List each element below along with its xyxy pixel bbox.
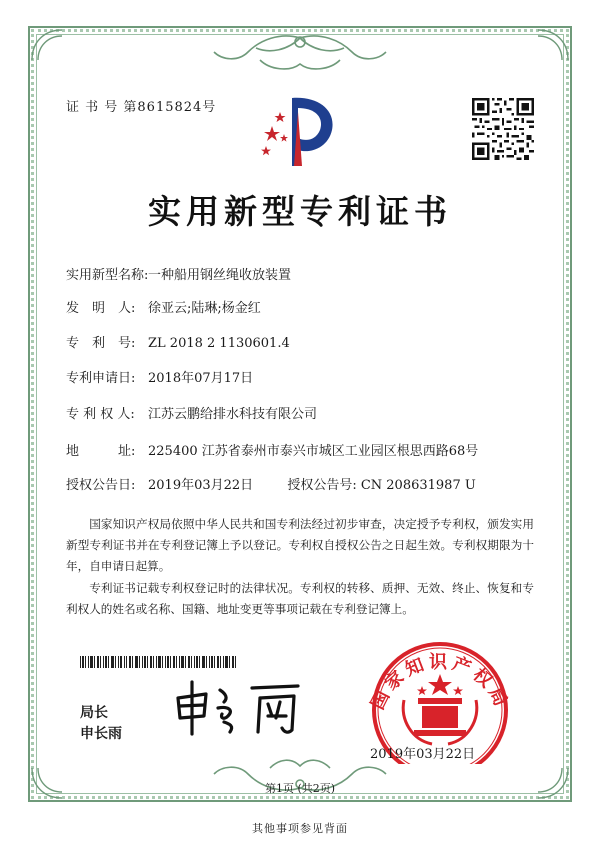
field-application-date	[66, 367, 253, 386]
body-paragraph: 国家知识产权局依照中华人民共和国专利法经过初步审查，决定授予专利权，颁发实用新型专利证书并在专利登记簿上予以登记。专利权自授权公告之日起生效。专利权期限为十年，自申请日起算。	[66, 517, 534, 573]
field-value: 徐亚云;陆琳;杨金红	[148, 301, 261, 316]
field-value: ZL 2018 2 1130601.4	[148, 336, 290, 351]
field-value: 2019年03月22日	[148, 478, 254, 493]
field-label: 发 明 人:	[66, 301, 136, 316]
signature-icon	[168, 676, 306, 738]
director-name: 申长雨	[80, 726, 122, 742]
field-value: 江苏云鹏给排水科技有限公司	[148, 407, 318, 422]
field-label: 授权公告日:	[66, 478, 136, 493]
body-paragraph: 专利证书记载专利权登记时的法律状况。专利权的转移、质押、无效、终止、恢复和专利权人的姓名或名称、国籍、地址变更等事项记载在专利登记簿上。	[66, 581, 534, 616]
field-label: 地 址:	[66, 444, 136, 459]
seal-date: 2019年03月22日	[370, 747, 476, 762]
corner-ornament-icon	[536, 28, 570, 62]
field-inventors	[66, 297, 261, 316]
field-label: 专 利 号:	[66, 336, 136, 351]
certificate-number: 证 书 号 第8615824号	[66, 100, 217, 115]
grant-publication-number: 授权公告号: CN 208631987 U	[287, 478, 476, 493]
page-title: 实用新型专利证书	[148, 192, 452, 231]
cnipa-logo-icon	[258, 92, 340, 170]
seal-text: 国家知识产权局	[367, 652, 513, 713]
page-number: 第1页 (共2页)	[264, 782, 336, 795]
field-label: 实用新型名称:	[66, 268, 149, 283]
field-grant-date	[66, 474, 476, 493]
field-value: 2018年07月17日	[148, 371, 254, 386]
qr-code-icon	[472, 98, 534, 160]
field-utility-model-name	[66, 264, 291, 283]
director-title: 局长	[80, 705, 108, 721]
top-ornament-icon	[200, 30, 400, 78]
field-label: 专 利 权 人:	[66, 407, 135, 422]
field-value: 225400 江苏省泰州市泰兴市城区工业园区根思西路68号	[148, 444, 479, 459]
field-patentee	[66, 403, 317, 422]
barcode-icon	[80, 656, 238, 668]
field-value: 一种船用钢丝绳收放装置	[148, 268, 292, 283]
footer-note: 其他事项参见背面	[252, 822, 348, 835]
corner-ornament-icon	[30, 28, 64, 62]
field-address	[66, 440, 478, 459]
field-label: 专利申请日:	[66, 371, 136, 386]
field-patent-number	[66, 332, 290, 351]
